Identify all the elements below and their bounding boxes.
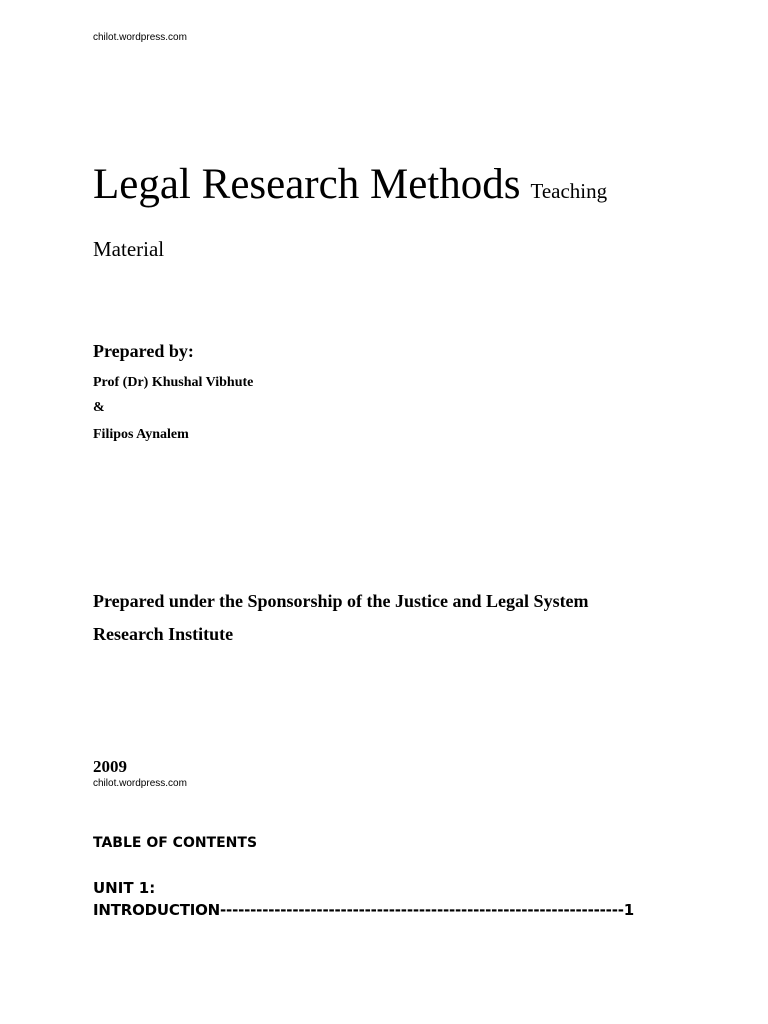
sponsorship-line-2: Research Institute	[93, 624, 234, 644]
toc-heading: TABLE OF CONTENTS	[93, 835, 258, 851]
title-subtitle: Teaching	[530, 179, 608, 203]
toc-entry-introduction[interactable]: INTRODUCTION-------------------------------------------------------------------1	[93, 901, 634, 919]
author-conjunction: &	[93, 400, 105, 415]
sponsorship-line-1: Prepared under the Sponsorship of the Justice and Legal System	[93, 591, 589, 611]
title-subtitle-continued: Material	[93, 237, 165, 261]
toc-unit-label: UNIT 1:	[93, 879, 156, 897]
author-1: Prof (Dr) Khushal Vibhute	[93, 375, 254, 390]
site-watermark-top: chilot.wordpress.com	[93, 32, 187, 43]
document-title	[93, 160, 607, 209]
publication-year: 2009	[93, 757, 127, 776]
author-2: Filipos Aynalem	[93, 427, 189, 442]
site-watermark-bottom: chilot.wordpress.com	[93, 778, 187, 789]
prepared-by-heading: Prepared by:	[93, 341, 194, 361]
title-main: Legal Research Methods	[93, 161, 521, 208]
